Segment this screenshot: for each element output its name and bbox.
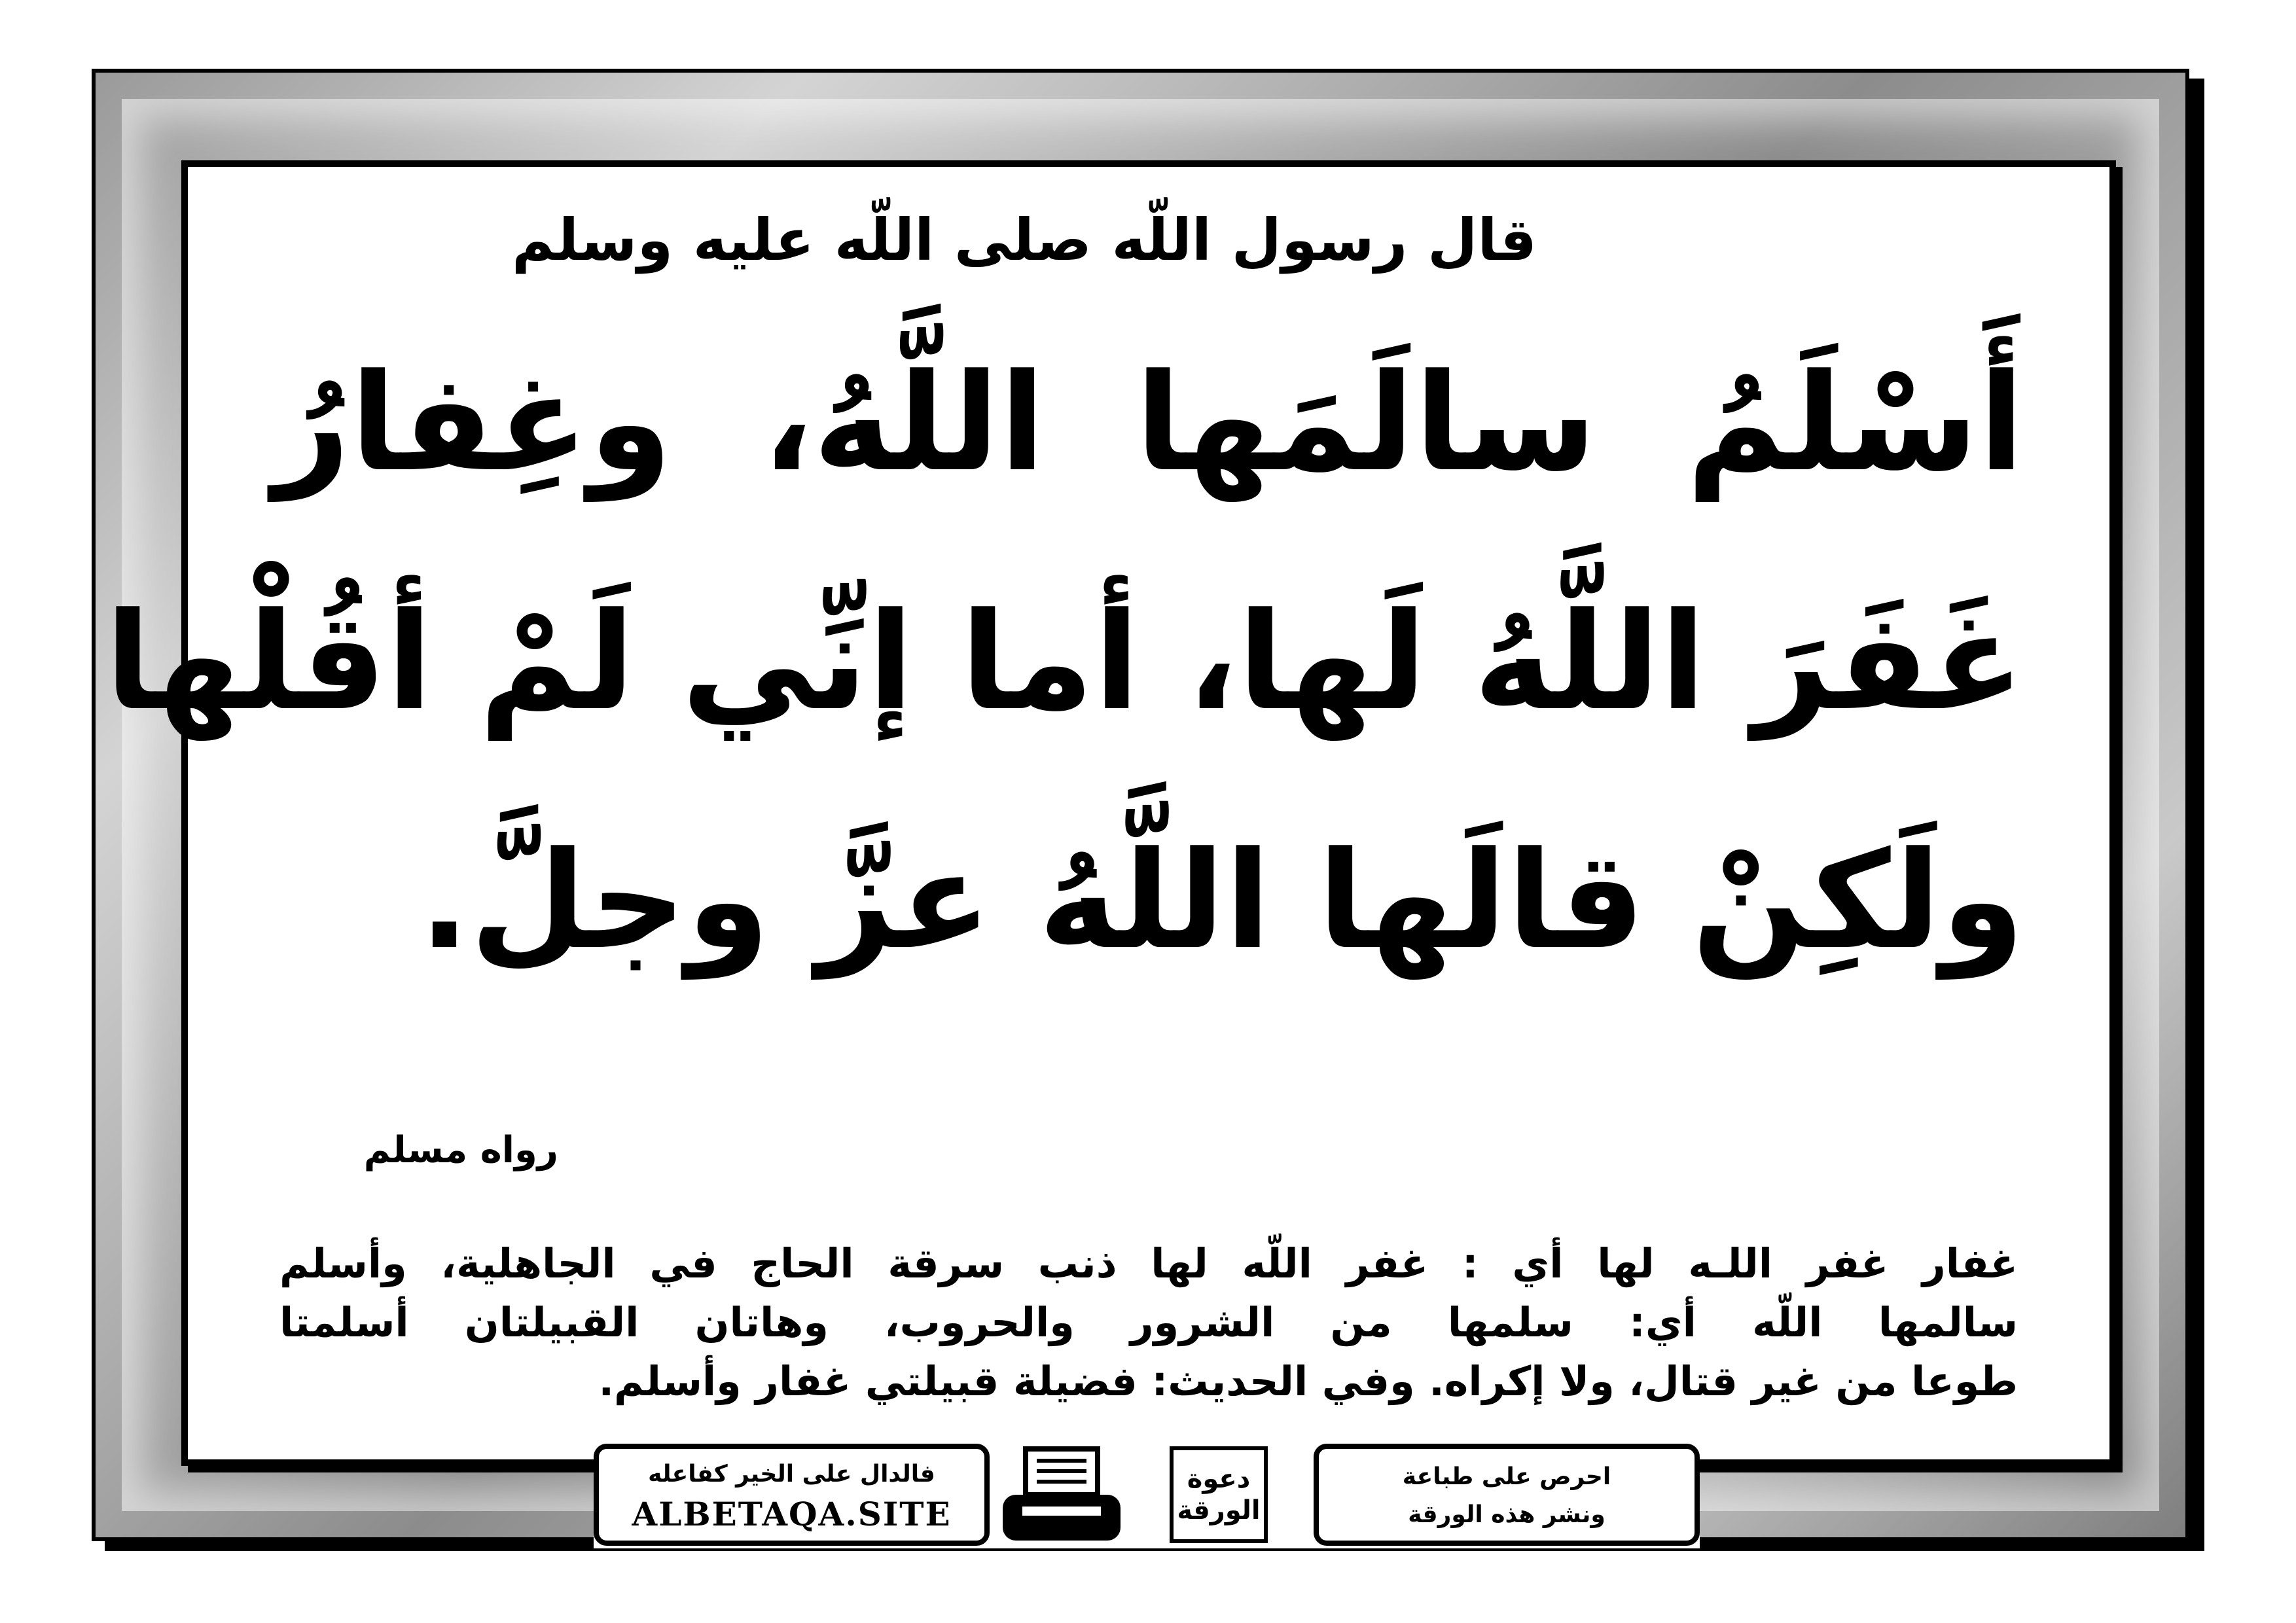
heading: قال رسول اللّه صلى اللّه عليه وسلم <box>511 206 1537 274</box>
footer-slogan: فالدال على الخير كفاعله <box>648 1461 935 1488</box>
footer-site-box <box>594 1444 990 1546</box>
explanation-line-1: غفار غفر اللـه لها أي : غفر اللّه لها ذنب سرقة الحاج في الجاهلية، وأسلم <box>279 1240 2018 1287</box>
hadith-line-2: غَفَرَ اللَّهُ لَها، أما إنِّي لَمْ أقُلْها <box>105 584 2024 740</box>
footer-site[interactable]: ALBETAQA.SITE <box>632 1495 952 1533</box>
logo-line-1: دعوة <box>1187 1464 1251 1494</box>
hadith-line-3: ولَكِنْ قالَها اللَّهُ عزَّ وجلَّ. <box>419 823 2024 979</box>
explanation-line-2: سالمها اللّه أي: سلمها من الشرور والحروب، وهاتان القبيلتان أسلمتا <box>279 1298 2018 1346</box>
explanation-line-3: طوعا من غير قتال، ولا إكراه. وفي الحديث: فضيلة قبيلتي غفار وأسلم. <box>598 1357 2018 1405</box>
printer-icon <box>996 1444 1127 1546</box>
footer-print-line-1: احرص على طباعة <box>1402 1463 1611 1490</box>
logo-line-2: الورقة <box>1177 1495 1261 1525</box>
dawah-logo <box>1170 1446 1268 1543</box>
footer-print-line-2: ونشر هذه الورقة <box>1408 1501 1605 1528</box>
footer-print-box <box>1314 1444 1700 1546</box>
footer <box>594 1444 1700 1548</box>
hadith-line-1: أَسْلَمُ سالَمَها اللَّهُ، وغِفارُ <box>273 346 2024 501</box>
hadith-source: رواه مسلم <box>363 1129 558 1171</box>
content-panel <box>105 160 2116 1466</box>
